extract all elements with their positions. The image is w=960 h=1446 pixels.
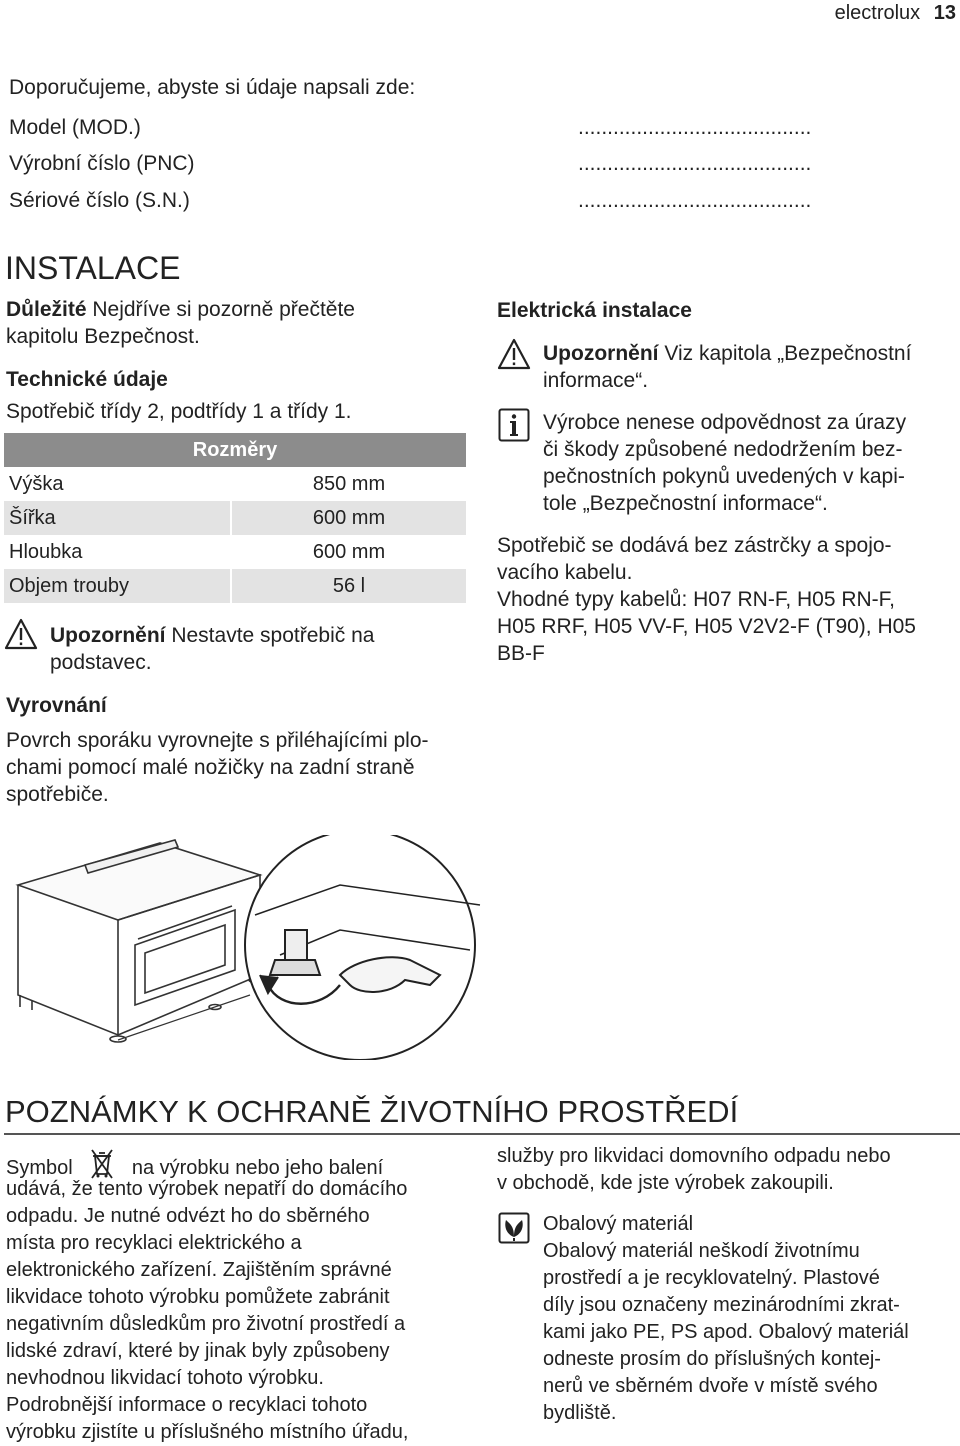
electric-heading: Elektrická instalace — [497, 299, 692, 322]
env-right-text — [497, 1143, 960, 1197]
env-left-text — [6, 1176, 481, 1446]
packaging-line: odneste prosím do příslušných kontej- — [543, 1348, 881, 1370]
symbol-word: Symbol — [6, 1157, 73, 1179]
electric-warning — [543, 340, 960, 394]
row-value: 600 mm — [312, 507, 386, 529]
info-line: pečnostních pokynů uvedených v kapi- — [543, 465, 905, 488]
record-pnc-label: Výrobní číslo (PNC) — [9, 152, 195, 175]
supply-line: vacího kabelu. — [497, 561, 633, 584]
warning-text-2: podstavec. — [50, 651, 152, 674]
row-value: 56 l — [332, 575, 366, 597]
env-line: služby pro likvidaci domovního odpadu nebo — [497, 1145, 891, 1167]
packaging-text — [543, 1211, 960, 1427]
record-sn-label: Sériové číslo (S.N.) — [9, 189, 190, 212]
page-number: 13 — [933, 2, 956, 24]
record-pnc-dots: ........................................ — [578, 152, 812, 175]
warning-text-1: Nestavte spotřebič na — [165, 624, 375, 647]
row-label: Hloubka — [4, 535, 232, 569]
row-value: 600 mm — [312, 541, 386, 563]
info-line: Výrobce nenese odpovědnost za úrazy — [543, 411, 907, 434]
table-row — [4, 569, 466, 603]
table-row — [4, 501, 466, 535]
env-line: odpadu. Je nutné odvézt ho do sběrného — [6, 1205, 370, 1227]
record-model-label: Model (MOD.) — [9, 116, 141, 139]
cooker-drawing — [18, 840, 261, 1042]
important-text-1: Nejdříve si pozorně přečtěte — [86, 298, 355, 321]
env-heading: POZNÁMKY K OCHRANĚ ŽIVOTNÍHO PROSTŘEDÍ — [5, 1094, 739, 1129]
electric-supply — [497, 532, 960, 667]
packaging-line: nerů ve sběrném dvoře v místě svého — [543, 1375, 878, 1397]
recycle-leaf-icon — [498, 1212, 530, 1244]
leveling-illustration — [10, 835, 570, 1060]
supply-line: H05 RRF, H05 VV-F, H05 V2V2-F (T90), H05 — [497, 615, 916, 638]
env-line: elektronického zařízení. Zajištěním správné — [6, 1259, 392, 1281]
env-line: likvidace tohoto výrobku pomůžete zabránit — [6, 1286, 390, 1308]
supply-line: BB-F — [497, 642, 545, 665]
install-heading: INSTALACE — [5, 250, 181, 286]
leveling-text — [6, 727, 476, 808]
row-label: Výška — [4, 467, 232, 501]
warning-text-1: Viz kapitola „Bezpečnostní — [658, 342, 912, 365]
row-label: Šířka — [4, 501, 232, 535]
important-note — [6, 296, 476, 350]
section-divider — [4, 1133, 960, 1135]
packaging-line: Obalový materiál neškodí životnímu — [543, 1240, 860, 1262]
row-label: Objem trouby — [4, 569, 232, 603]
packaging-line: kami jako PE, PS apod. Obalový materiál — [543, 1321, 909, 1343]
env-line: nevhodnou likvidací tohoto výrobku. — [6, 1367, 324, 1389]
tech-heading: Technické údaje — [6, 368, 168, 391]
warning-icon — [497, 338, 531, 370]
row-value: 850 mm — [312, 473, 386, 495]
env-line: místa pro recyklaci elektrického a — [6, 1232, 302, 1254]
leveling-line: Povrch sporáku vyrovnejte s přiléhajícími plo- — [6, 729, 429, 752]
leveling-line: spotřebiče. — [6, 783, 109, 806]
record-intro: Doporučujeme, abyste si údaje napsali zde: — [9, 76, 416, 99]
table-row — [4, 467, 466, 501]
warning-bold: Upozornění — [50, 624, 166, 647]
dimensions-title: Rozměry — [4, 433, 466, 467]
table-row — [4, 535, 466, 569]
env-line: udává, že tento výrobek nepatří do domácího — [6, 1178, 408, 1200]
page-header — [835, 2, 956, 25]
env-line: negativním důsledkům pro životní prostředí a — [6, 1313, 406, 1335]
warning-text-2: informace“. — [543, 369, 649, 392]
important-text-2: kapitolu Bezpečnost. — [6, 325, 200, 348]
leveling-line: chami pomocí malé nožičky na zadní straně — [6, 756, 415, 779]
warning-bold: Upozornění — [543, 342, 659, 365]
wrench-detail-drawing — [245, 835, 480, 1060]
env-line: v obchodě, kde jste výrobek zakoupili. — [497, 1172, 834, 1194]
env-line: Podrobnější informace o recyklaci tohoto — [6, 1394, 368, 1416]
warning-icon — [4, 618, 38, 650]
info-line: tole „Bezpečnostní informace“. — [543, 492, 828, 515]
supply-line: Vhodné typy kabelů: H07 RN-F, H05 RN-F, — [497, 588, 896, 611]
packaging-title: Obalový materiál — [543, 1213, 694, 1235]
leveling-heading: Vyrovnání — [6, 694, 107, 717]
env-line: výrobku zjistíte u příslušného místního úřadu, — [6, 1421, 409, 1443]
packaging-line: prostředí a je recyklovatelný. Plastové — [543, 1267, 880, 1289]
info-icon — [498, 408, 530, 442]
electric-info — [543, 409, 960, 517]
record-sn-dots: ........................................ — [578, 189, 812, 212]
dimensions-table — [4, 433, 466, 603]
symbol-after: na výrobku nebo jeho balení — [131, 1157, 384, 1179]
packaging-line: bydliště. — [543, 1402, 617, 1424]
tech-text: Spotřebič třídy 2, podtřídy 1 a třídy 1. — [6, 400, 352, 423]
brand-name: electrolux — [834, 2, 921, 24]
info-line: či škody způsobené nedodržením bez- — [543, 438, 903, 461]
supply-line: Spotřebič se dodává bez zástrčky a spojo- — [497, 534, 892, 557]
env-line: lidské zdraví, které by jinak byly způsobeny — [6, 1340, 390, 1362]
important-bold: Důležité — [6, 298, 87, 321]
packaging-line: díly jsou označeny mezinárodními zkrat- — [543, 1294, 900, 1316]
record-model-dots: ........................................ — [578, 116, 812, 139]
install-warning — [50, 622, 470, 676]
